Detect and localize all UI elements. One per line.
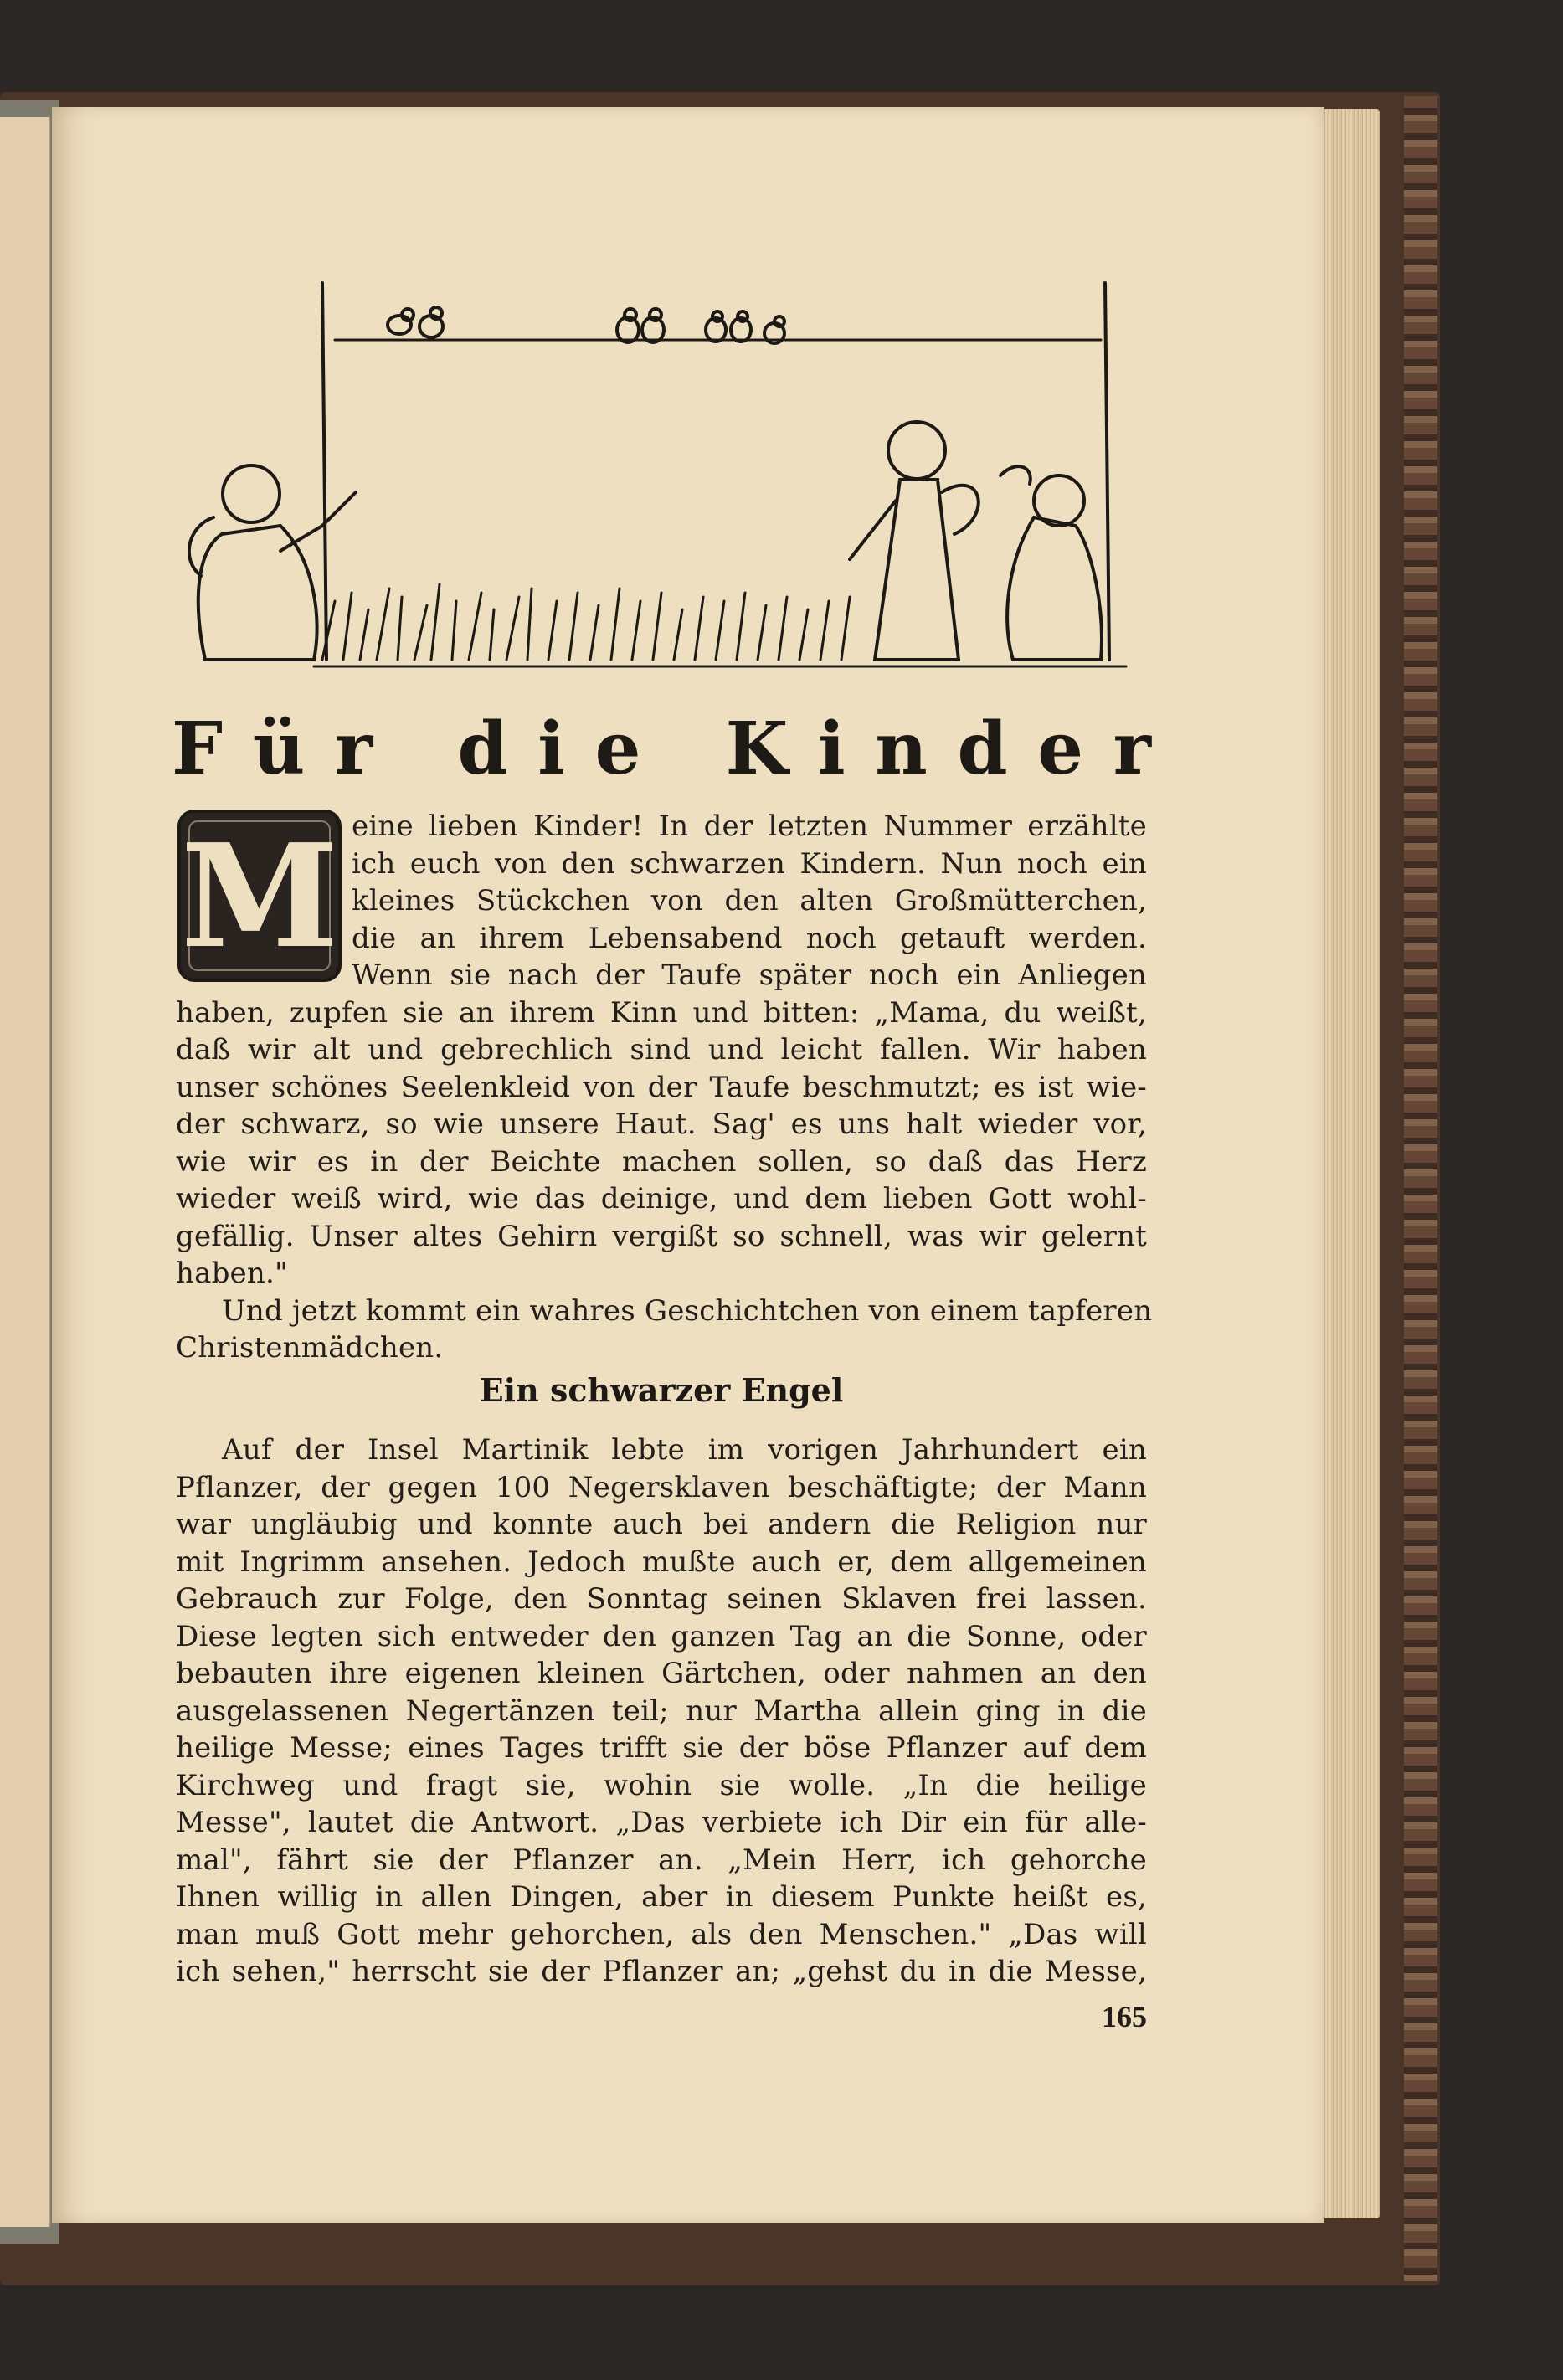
text-line: daß wir alt und gebrechlich sind und leicht fallen. Wir haben [176,1033,1147,1067]
text-line: Und jetzt kommt ein wahres Geschichtchen von einem tapferen [222,1293,1153,1328]
text-line: Christenmädchen. [176,1331,444,1365]
child-figure-left [189,465,356,660]
text-line: ich euch von den schwarzen Kindern. Nun noch ein [352,846,1147,881]
child-figure-right [1000,466,1102,660]
angel-figure [850,422,979,660]
text-line: mal", fährt sie der Pflanzer an. „Mein Herr, ich gehorche [176,1843,1147,1877]
text-line: Kirchweg und fragt sie, wohin sie wolle. „In die heilige [176,1768,1147,1802]
text-line: kleines Stückchen von den alten Großmütterchen, [352,884,1147,918]
text-line: haben." [176,1257,288,1290]
story-paragraph [176,1432,1147,1991]
cover-edge-pattern [1404,96,1437,2281]
text-line: haben, zupfen sie an ihrem Kinn und bitten: „Mama, du weißt, [176,995,1147,1030]
text-line: die an ihrem Lebensabend noch getauft werden. [352,921,1147,955]
title-letter: d [957,707,1008,791]
left-page-edge [0,117,50,2227]
bird-icon [419,307,443,337]
grass-pattern [314,584,1126,666]
bird-icon [706,311,726,342]
section-heading: Ein schwarzer Engel [479,1371,844,1409]
text-line: wieder weiß wird, wie das deinige, und dem lieben Gott wohl- [176,1182,1147,1216]
title-letter: i [537,707,565,791]
dropcap-letter: M [180,813,339,980]
title-letter: r [334,707,373,791]
title-letter: F [172,707,224,791]
text-line: war ungläubig und konnte auch bei andern die Religion nur [176,1508,1147,1541]
text-line: man muß Gott mehr gehorchen, als den Menschen." „Das will [176,1917,1147,1951]
text-line: ich sehen," herrscht sie der Pflanzer an; „gehst du in die Messe, [176,1955,1147,1988]
text-line: Wenn sie nach der Taufe später noch ein Anliegen [352,959,1147,992]
text-line: Gebrauch zur Folge, den Sonntag seinen Sklaven frei lassen. [176,1582,1147,1616]
bird-icon [731,311,751,342]
text-line: Ihnen willig in allen Dingen, aber in diesem Punkte heißt es, [176,1880,1147,1914]
title-letter: n [875,707,928,791]
title-letter: r [1113,707,1151,791]
text-line: Auf der Insel Martinik lebte im vorigen Jahrhundert ein [222,1433,1147,1467]
title-letter: e [1037,707,1083,791]
text-line: bebauten ihre eigenen kleinen Gärtchen, oder nahmen an den [176,1657,1147,1690]
title-letter: d [457,707,508,791]
bird-icon [617,309,639,342]
bird-icon [388,309,414,334]
title-letter: i [817,707,846,791]
text-line: mit Ingrimm ansehen. Jedoch mußte auch er, dem allgemeinen [176,1545,1147,1579]
title-letter: ü [252,707,306,791]
children-illustration [188,266,1176,685]
text-line: gefällig. Unser altes Gehirn vergißt so schnell, was wir gelernt [176,1219,1147,1253]
text-line: ausgelassenen Negertänzen teil; nur Martha allein ging in die [176,1694,1147,1728]
page-title [172,707,1151,791]
title-letter: K [725,707,789,791]
text-line: wie wir es in der Beichte machen sollen, so daß das Herz [176,1144,1147,1179]
text-line: Diese legten sich entweder den ganzen Tag an die Sonne, oder [176,1619,1147,1653]
title-letter: e [594,707,641,791]
text-line: eine lieben Kinder! In der letzten Nummer erzählte [352,810,1147,843]
intro-paragraph [176,808,1153,1367]
bird-icon [642,309,664,342]
text-line: unser schönes Seelenkleid von der Taufe beschmutzt; es ist wie- [176,1070,1147,1104]
text-line: der schwarz, so wie unsere Haut. Sag' es uns halt wieder vor, [176,1108,1147,1141]
text-line: heilige Messe; eines Tages trifft sie der böse Pflanzer auf dem [176,1731,1147,1765]
text-line: Messe", lautet die Antwort. „Das verbiete ich Dir ein für alle- [176,1806,1147,1839]
page-number: 165 [1102,2000,1147,2033]
text-line: Pflanzer, der gegen 100 Negersklaven beschäftigte; der Mann [176,1470,1147,1504]
